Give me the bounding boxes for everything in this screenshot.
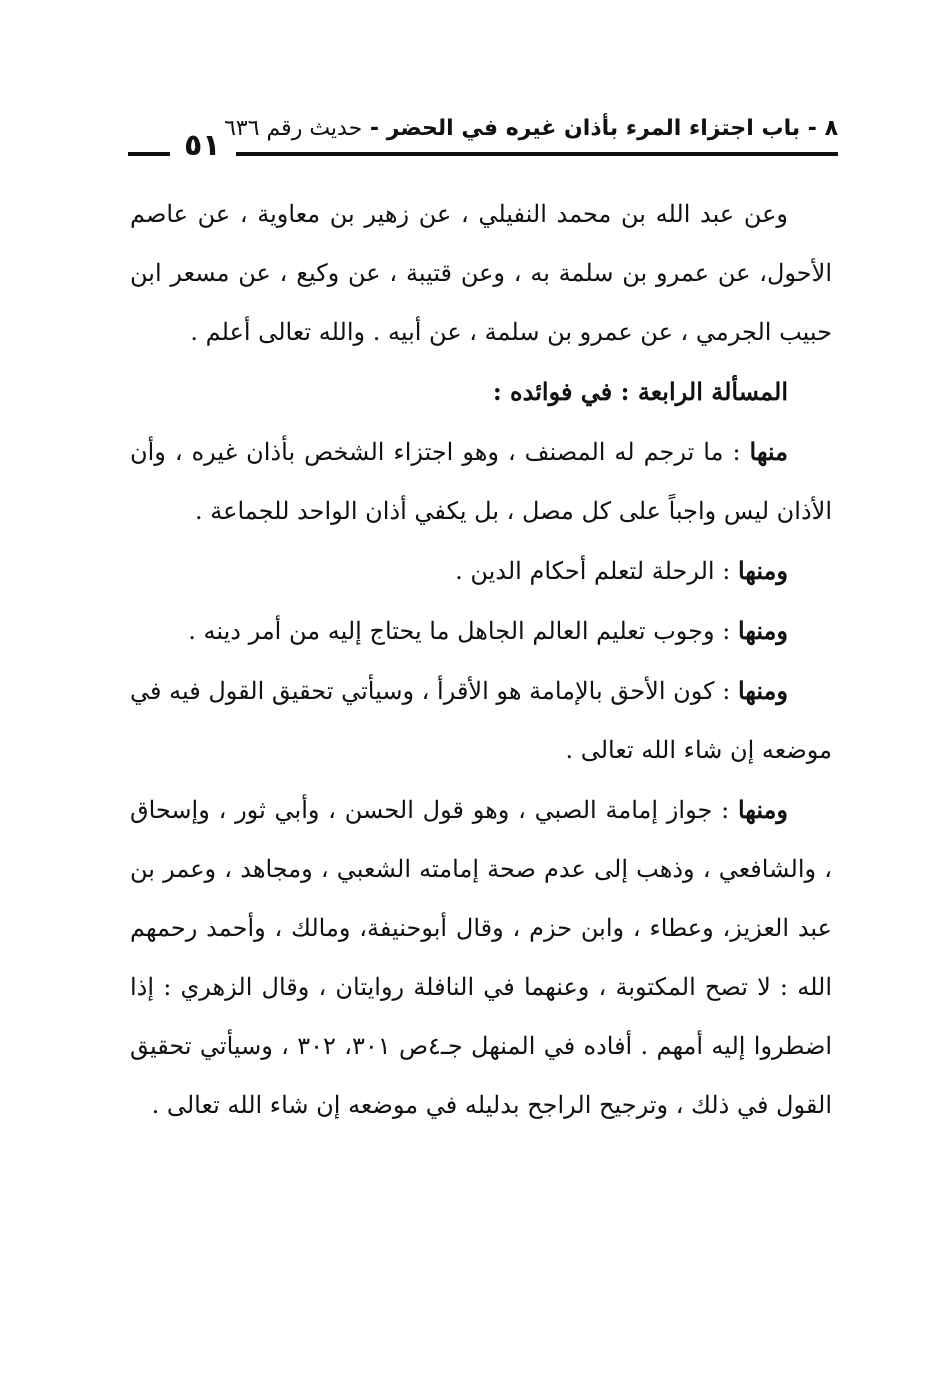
paragraph-benefit-2 bbox=[130, 541, 832, 601]
hadith-reference: حديث رقم ٦٣٦ bbox=[224, 116, 363, 141]
benefit-lead: منها bbox=[749, 437, 788, 466]
header-separator: - bbox=[369, 116, 380, 141]
page-number: ٥١ bbox=[184, 128, 221, 163]
benefit-text: : وجوب تعليم العالم الجاهل ما يحتاج إليه من أمر دينه . bbox=[188, 617, 738, 645]
running-header bbox=[224, 116, 838, 141]
paragraph-benefit-1 bbox=[130, 422, 832, 541]
paragraph-benefit-5 bbox=[130, 780, 832, 1135]
benefit-text: : ما ترجم له المصنف ، وهو اجتزاء الشخص بأذان غيره ، وأن الأذان ليس واجباً على كل مصل ، بل يكفي أذان الواحد للجماعة . bbox=[130, 438, 832, 525]
paragraph-benefit-4 bbox=[130, 661, 832, 780]
paragraph-isnad: وعن عبد الله بن محمد النفيلي ، عن زهير بن معاوية ، عن عاصم الأحول، عن عمرو بن سلمة به ، وعن قتيبة ، عن وكيع ، عن مسعر ابن حبيب الجرمي ، عن عمرو بن سلمة ، عن أبيه . والله تعالى أعلم . bbox=[130, 200, 833, 346]
benefit-lead: ومنها bbox=[737, 795, 788, 824]
page-body bbox=[130, 185, 832, 1135]
benefit-text: : الرحلة لتعلم أحكام الدين . bbox=[455, 557, 738, 585]
benefit-lead: ومنها bbox=[737, 676, 788, 705]
benefit-text: : كون الأحق بالإمامة هو الأقرأ ، وسيأتي تحقيق القول فيه في موضعه إن شاء الله تعالى . bbox=[130, 677, 832, 764]
header-rule bbox=[236, 152, 838, 156]
chapter-title: ٨ - باب اجتزاء المرء بأذان غيره في الحضر bbox=[386, 116, 838, 141]
section-heading-rest: : في فوائده : bbox=[492, 377, 638, 406]
header-dash bbox=[128, 152, 170, 156]
section-heading: المسألة الرابعة bbox=[637, 377, 788, 406]
benefit-lead: ومنها bbox=[737, 616, 788, 645]
paragraph-section-heading bbox=[130, 362, 832, 422]
benefit-lead: ومنها bbox=[737, 556, 788, 585]
benefit-text: : جواز إمامة الصبي ، وهو قول الحسن ، وأبي ثور ، وإسحاق ، والشافعي ، وذهب إلى عدم صحة إمامته الشعبي ، ومجاهد ، وعمر بن عبد العزيز، وعطاء ، وابن حزم ، وقال أبوحنيفة، ومالك ، وأحمد رحمهم الله : لا تصح المكتوبة ، وعنهما في النافلة روايتان ، وقال الزهري : إذا اضطروا إليه أمهم . أفاده في المنهل جـ٤ص ٣٠١، ٣٠٢ ، وسيأتي تحقيق القول في ذلك ، وترجيح الراجح بدليله في موضعه إن شاء الله تعالى . bbox=[130, 796, 833, 1119]
page-header bbox=[128, 108, 838, 168]
paragraph-benefit-3 bbox=[130, 601, 832, 661]
